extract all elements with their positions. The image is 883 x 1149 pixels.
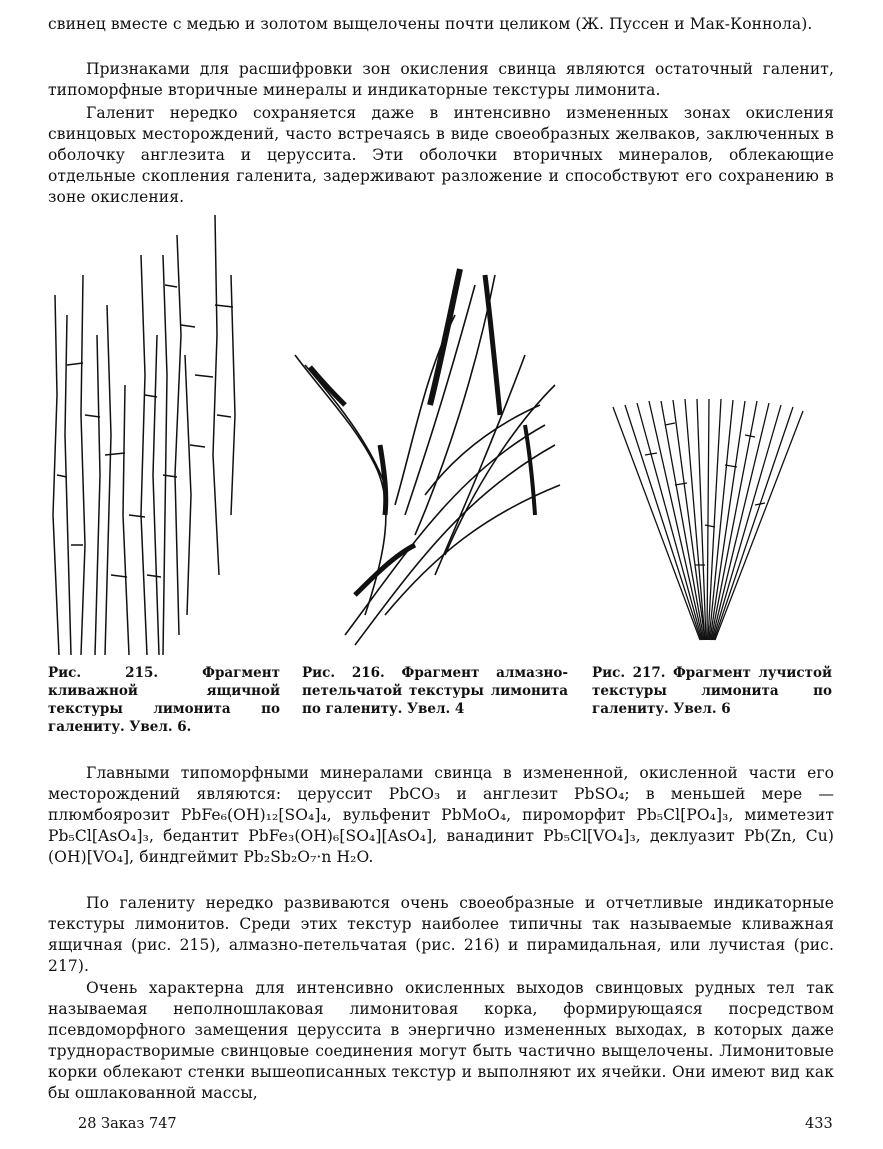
figure-216-illustration — [285, 255, 565, 655]
paragraph-indicators: Признаками для расшифровки зон окисления свинца являются остаточный галенит, типоморфные вторичные минералы и индикаторные текстуры лимонита. — [48, 60, 834, 99]
figure-216 — [285, 255, 565, 655]
paragraph-minerals: Главными типоморфными минералами свинца в измененной, окисленной части его месторождений являются: церуссит PbCO₃ и англезит PbSO₄; в меньшей мере — плюмбоярозит PbFe₆(OH)₁₂[SO₄]₄, вульфенит PbMoO₄, пироморфит Pb₅Cl[PO₄]₃, миметезит Pb₅Cl[AsO₄]₃, бедантит PbFe₃(OH)₆[SO₄][AsO₄], ванадинит Pb₅Cl[VO₄]₃, деклуазит Pb(Zn, Cu)(OH)[VO₄], биндгеймит Pb₂Sb₂O₇·n H₂O. — [48, 764, 834, 866]
figure-217-illustration — [605, 395, 810, 645]
paragraph-crust: Очень характерна для интенсивно окисленных выходов свинцовых рудных тел так называемая неполношлаковая лимонитовая корка, формирующаяся посредством псевдоморфного замещения церуссита в энергично измененных выходах, в которых даже труднорастворимые свинцовые соединения могут быть частично выщелочены. Лимонитовые корки облекают стенки вышеописанных текстур и выполняют их ячейки. Они имеют вид как бы ошлакованной массы, — [48, 979, 834, 1102]
figure-215 — [45, 215, 250, 655]
figure-217-caption: Рис. 217. Фрагмент лучистой текстуры лимонита по галениту. Увел. 6 — [592, 665, 832, 717]
figure-215-illustration — [45, 215, 250, 655]
paragraph-continuation: свинец вместе с медью и золотом выщелочены почти целиком (Ж. Пуссен и Мак-Коннола). — [48, 15, 813, 33]
paragraph-textures: По галениту нередко развиваются очень своеобразные и отчетливые индикаторные текстуры лимонитов. Среди этих текстур наиболее типичны так называемые кливажная ящичная (рис. 215), алмазно-петельчатая (рис. 216) и пирамидальная, или лучистая (рис. 217). — [48, 894, 834, 975]
page-number: 433 — [805, 1116, 833, 1132]
paragraph-galena: Галенит нередко сохраняется даже в интенсивно измененных зонах окисления свинцовых месторождений, часто встречаясь в виде своеобразных желваков, заключенных в оболочку англезита и церуссита. Эти оболочки вторичных минералов, облекающие отдельные скопления галенита, задерживают разложение и способствуют его сохранению в зоне окисления. — [48, 104, 834, 206]
figure-216-caption: Рис. 216. Фрагмент алмазно-петельчатой текстуры лимонита по галениту. Увел. 4 — [302, 665, 568, 717]
figure-215-caption: Рис. 215. Фрагмент кливажной ящичной текстуры лимонита по галениту. Увел. 6. — [48, 665, 280, 735]
figure-217 — [605, 395, 810, 645]
footer-left: 28 Заказ 747 — [78, 1116, 177, 1132]
